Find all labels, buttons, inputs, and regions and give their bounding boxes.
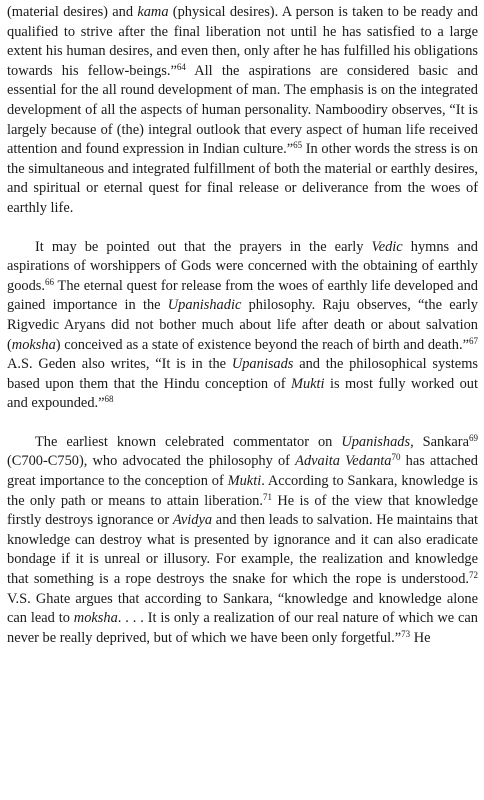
- italic-term: Advaita Vedanta: [295, 453, 392, 470]
- paragraph-3: [7, 433, 478, 649]
- paragraph-1: [7, 3, 478, 219]
- text-run: philosophy. Raju observes, “the early Rigvedic Aryans did not bother much about life after death or about salvation (: [7, 297, 478, 353]
- text-run: In other words the stress is on the simultaneous and integrated fulfillment of both the material or earthly desires, and spiritual or eternal quest for final release or deliverance from the woes of earthly life.: [7, 141, 479, 216]
- footnote-ref: 69: [469, 432, 478, 443]
- italic-term: Upanishads: [341, 433, 411, 450]
- text-run: has attached great importance to the conception of: [7, 453, 478, 490]
- text-run: He is of the view that knowledge firstly destroys ignorance or: [7, 492, 479, 529]
- paragraph-2: [7, 238, 478, 414]
- footnote-ref: 66: [44, 276, 54, 287]
- footnote-ref: 67: [469, 335, 478, 346]
- footnote-ref: 68: [104, 394, 114, 405]
- italic-term: moksha: [11, 336, 56, 353]
- footnote-ref: 71: [262, 491, 272, 502]
- text-run: . . . . It is only a realization of our real nature of which we can never be really deprived, but of which we have been only forgetful.”: [7, 610, 478, 646]
- footnote-ref: 72: [469, 570, 478, 581]
- text-run: (physical desires). A person is taken to be ready and qualified to strive after the final liberation not until he has satisfied to a large extent his human desires, and even then, only after he has fulfilled his obligations towards his fellow-beings.”: [7, 4, 478, 79]
- text-run: V.S. Ghate argues that according to Sankara, “knowledge and knowledge alone can lead to: [7, 590, 478, 627]
- text-run: It may be pointed out that the prayers in the early: [35, 238, 372, 255]
- footnote-ref: 70: [391, 452, 401, 463]
- text-run: and the philosophical systems based upon them that the Hindu conception of: [7, 356, 478, 392]
- footnote-ref: 65: [293, 140, 303, 151]
- text-run: A.S. Geden also writes, “It is in the: [7, 356, 232, 373]
- italic-term: Upanisads: [231, 356, 294, 373]
- italic-term: Avidya: [172, 512, 213, 529]
- text-run: He: [410, 629, 431, 646]
- text-run: , Sankara: [410, 433, 469, 450]
- italic-term: Upanishadic: [167, 297, 242, 314]
- footnote-ref: 64: [176, 61, 186, 72]
- text-run: and then leads to salvation. He maintains that knowledge can destroy what is presented by ignorance and it can also eradicate bondage if it is unreal or illusory. For example, the realization and knowledge that something is a rope destroys the snake for which the rope is understood.: [7, 512, 478, 588]
- italic-term: Mukti: [290, 375, 325, 392]
- text-run: . According to Sankara, knowledge is the only path or means to attain liberation.: [7, 473, 478, 509]
- text-run: The eternal quest for release from the woes of earthly life developed and gained importance in the: [7, 277, 478, 314]
- italic-term: moksha: [73, 610, 118, 627]
- text-run: (material desires) and: [7, 4, 138, 20]
- text-run: The earliest known celebrated commentator on: [35, 433, 342, 450]
- text-run: All the aspirations are considered basic and essential for the all round development of man. The emphasis is on the integrated development of all the aspects of human personality. Namboodiry observes, “It is largely because of (the) integral outlook that every aspect of human life received attention and found expression in Indian culture.”: [7, 62, 478, 158]
- italic-term: Mukti: [227, 473, 262, 490]
- text-run: (C700-C750), who advocated the philosophy of: [7, 453, 296, 470]
- text-run: ) conceived as a state of existence beyond the reach of birth and death.”: [55, 336, 469, 353]
- italic-term: kama: [137, 4, 169, 20]
- text-run: is most fully worked out and expounded.”: [7, 375, 478, 412]
- italic-term: Vedic: [371, 238, 403, 255]
- text-run: hymns and aspirations of worshippers of Gods were concerned with the obtaining of earthly goods.: [7, 238, 479, 294]
- footnote-ref: 73: [401, 628, 411, 639]
